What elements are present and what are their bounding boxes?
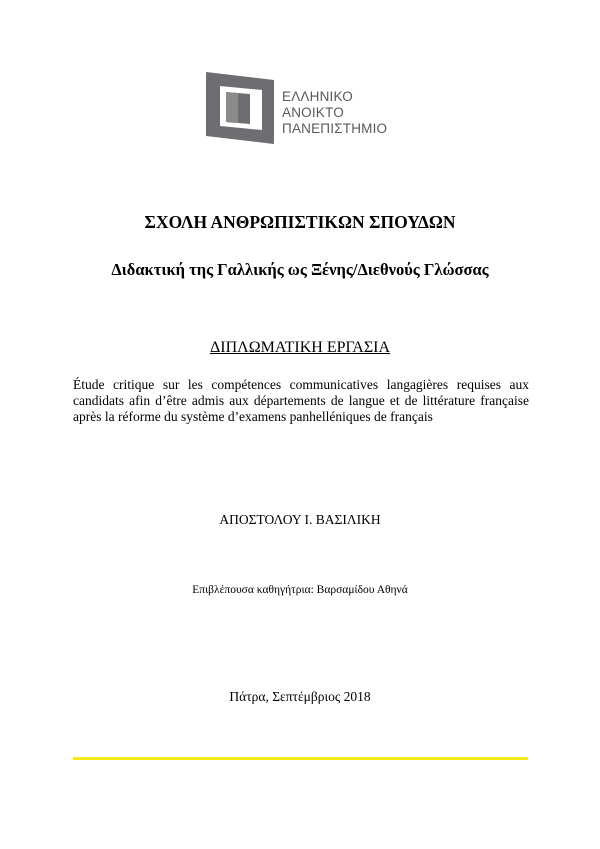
logo-line-2: ΑΝΟΙΚΤΟ xyxy=(282,105,344,120)
program-name: Διδακτική της Γαλλικής ως Ξένης/Διεθνούς Γλώσσας xyxy=(111,260,489,279)
university-logo xyxy=(206,72,406,144)
place-and-date: Πάτρα, Σεπτέμβριος 2018 xyxy=(229,689,371,704)
university-logo-text xyxy=(282,89,387,137)
thesis-title: Étude critique sur les compétences communicatives langagières requises aux candidats afin d’être admis aux départements de langue et de littérature française après la réforme du système d’examens panhelléniques de français xyxy=(73,377,529,424)
logo-line-1: ΕΛΛΗΝΙΚΟ xyxy=(282,89,353,104)
logo-line-3: ΠΑΝΕΠΙΣΤΗΜΙΟ xyxy=(282,121,388,136)
thesis-type-heading xyxy=(0,339,600,357)
supervisor-line: Επιβλέπουσα καθηγήτρια: Βαρσαμίδου Αθηνά xyxy=(192,584,408,596)
footer-rule xyxy=(73,757,528,760)
university-logo-mark xyxy=(206,72,274,144)
thesis-type-label: ΔΙΠΛΩΜΑΤΙΚΗ ΕΡΓΑΣΙΑ xyxy=(209,339,391,356)
school-name: ΣΧΟΛΗ ΑΝΘΡΩΠΙΣΤΙΚΩΝ ΣΠΟΥΔΩΝ xyxy=(144,212,456,232)
author-name: ΑΠΟΣΤΟΛΟΥ Ι. ΒΑΣΙΛΙΚΗ xyxy=(219,512,381,527)
